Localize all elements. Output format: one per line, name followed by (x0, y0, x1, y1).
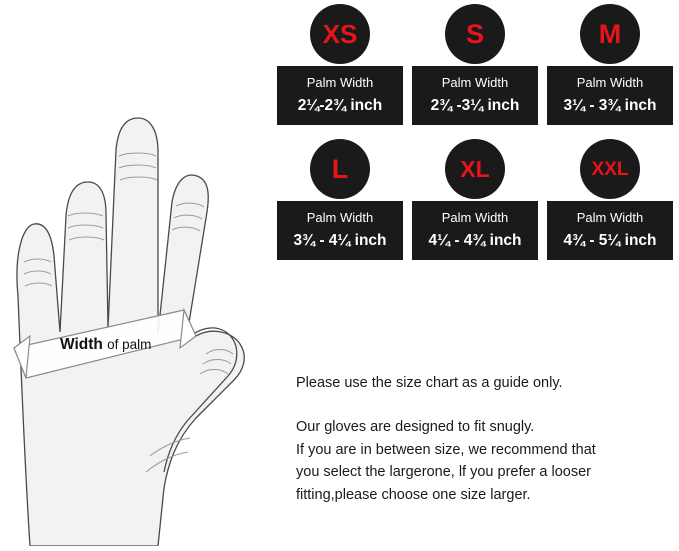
hand-illustration (0, 96, 290, 546)
size-row-bottom (277, 139, 673, 260)
size-value-s: 2¾ -3¼ inch (430, 97, 520, 114)
note-line-5: fitting,please choose one size larger. (296, 486, 531, 503)
size-badge-xs: XS (310, 4, 370, 64)
size-value-l: 3¾ - 4¼ inch (293, 232, 387, 249)
size-badge-s: S (445, 4, 505, 64)
note-line-1: Please use the size chart as a guide only. (296, 375, 563, 391)
size-card-xs (277, 4, 403, 125)
size-badge-xl: XL (445, 139, 505, 199)
size-badge-xxl: XXL (580, 139, 640, 199)
size-badge-l: L (310, 139, 370, 199)
size-badge-m: M (580, 4, 640, 64)
size-card-l (277, 139, 403, 260)
note-line-2: Our gloves are designed to fit snugly. (296, 419, 535, 436)
size-card-body-xl (412, 201, 538, 260)
size-card-body-m (547, 66, 673, 125)
size-card-body-xxl (547, 201, 673, 260)
size-metric-label-xxl: Palm Width (576, 210, 644, 225)
size-value-xxl: 4¾ - 5¼ inch (563, 232, 657, 249)
note-paragraph-2 (296, 416, 676, 506)
size-chart-grid (277, 4, 673, 274)
size-metric-label-xl: Palm Width (441, 210, 509, 225)
size-card-body-l (277, 201, 403, 260)
size-card-m (547, 4, 673, 125)
size-value-xl: 4¼ - 4¾ inch (428, 232, 522, 249)
size-metric-label-l: Palm Width (306, 210, 374, 225)
size-chart-notes (296, 372, 676, 506)
size-metric-label-xs: Palm Width (306, 75, 374, 90)
size-value-xs: 2¼-2¾ inch (297, 97, 383, 114)
hand-diagram-svg (0, 96, 290, 546)
size-card-s (412, 4, 538, 125)
note-line-3: If you are in between size, we recommend that (296, 441, 596, 458)
size-card-body-xs (277, 66, 403, 125)
size-card-xl (412, 139, 538, 260)
size-card-body-s (412, 66, 538, 125)
palm-width-label (60, 336, 151, 354)
palm-width-label-rest: of palm (107, 337, 152, 352)
size-value-m: 3¼ - 3¾ inch (563, 97, 657, 114)
size-metric-label-m: Palm Width (576, 75, 644, 90)
size-card-xxl (547, 139, 673, 260)
palm-width-label-bold: Width (60, 336, 103, 353)
note-line-4: you select the largerone, lf you prefer a looser (296, 464, 591, 481)
size-row-top (277, 4, 673, 125)
size-metric-label-s: Palm Width (441, 75, 509, 90)
